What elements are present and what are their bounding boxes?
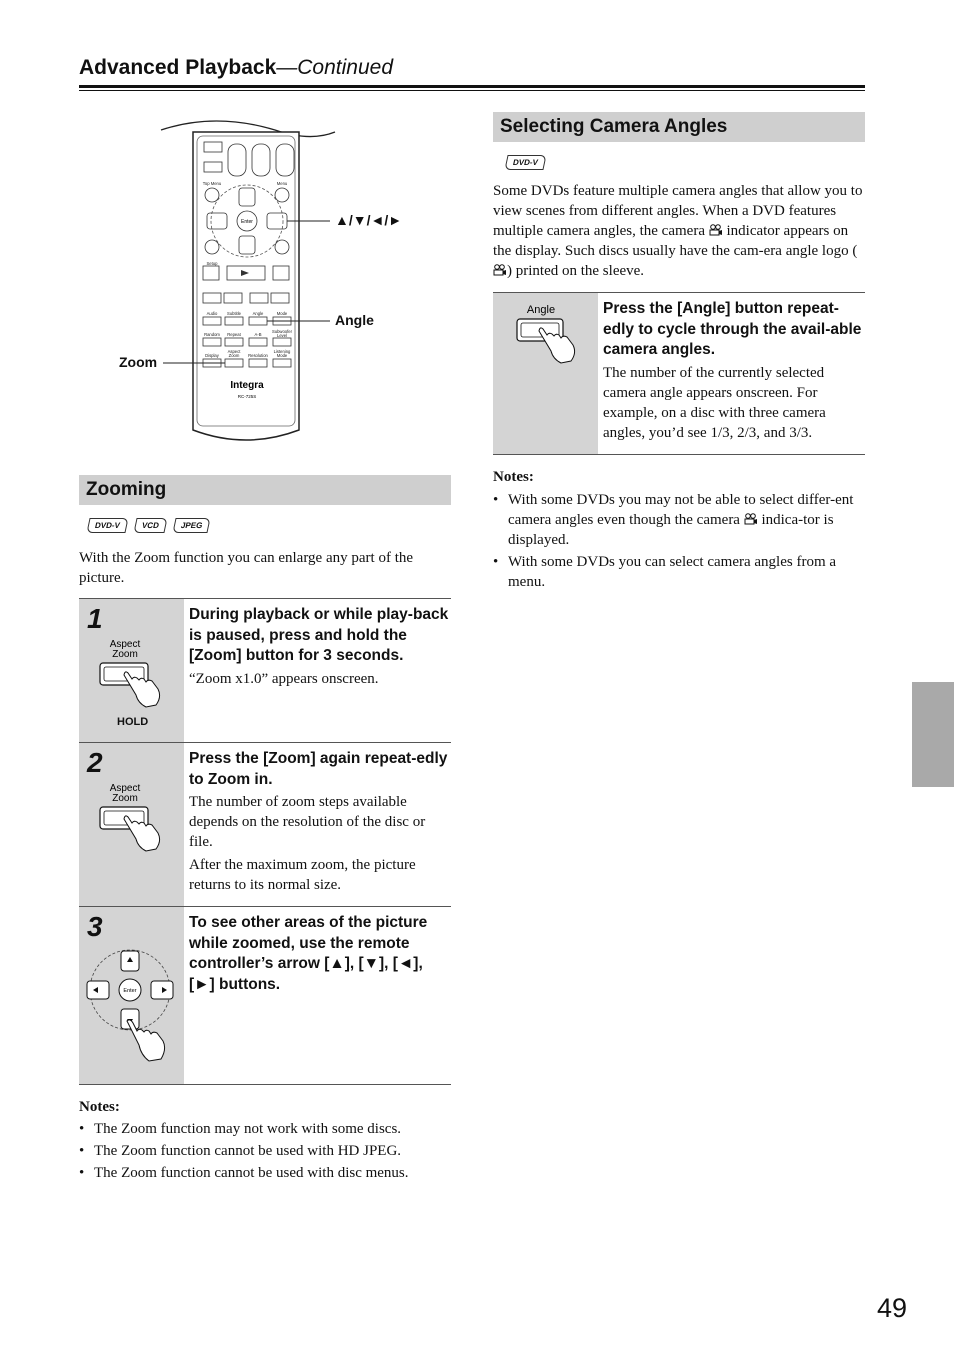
- svg-text:Subtitle: Subtitle: [227, 311, 241, 316]
- angle-button-label: Angle: [526, 304, 556, 316]
- step-number: 2: [87, 747, 103, 778]
- angle-button-hand-icon: [511, 301, 591, 381]
- enter-label: Enter: [123, 988, 137, 994]
- header-rule: [79, 85, 865, 91]
- note-item: • With some DVDs you can select camera angles from a menu.: [493, 552, 865, 592]
- header-title-italic: —Continued: [276, 56, 394, 79]
- step-2-illustration-panel: [79, 743, 184, 906]
- svg-text:Enter: Enter: [241, 219, 253, 225]
- svg-text:Setup: Setup: [206, 261, 218, 266]
- zooming-notes: [79, 1119, 451, 1185]
- svg-text:Top Menu: Top Menu: [202, 181, 222, 186]
- step-3-text: [189, 913, 451, 995]
- svg-text:Audio: Audio: [206, 311, 218, 316]
- svg-text:Integra: Integra: [230, 380, 264, 391]
- step-heading: Press the [Angle] button repeat-edly to cycle through the avail-able camera angles.: [603, 300, 862, 358]
- zoom-button-hand-icon: [94, 779, 174, 859]
- svg-text:Aspect: Aspect: [109, 639, 141, 650]
- camera-angle-logo-icon: [493, 264, 507, 276]
- angles-intro: [493, 181, 865, 281]
- disc-logo-vcd: VCD: [133, 518, 167, 533]
- intro-text-part: indicator appears on the display. Such discs usually have the cam-era angle logo (: [493, 223, 858, 259]
- angle-step: [493, 292, 865, 455]
- angles-notes-title: Notes:: [493, 469, 534, 485]
- step-body: The number of the currently selected camera angle appears onscreen. For example, on a disc with three camera angles, you’d see 1/3, 2/3, and 3/3.: [603, 364, 826, 441]
- note-item: • The Zoom function may not work with some discs.: [79, 1119, 451, 1139]
- intro-text-part: Some DVDs feature multiple camera angles that allow you to view scenes from different angles. When a DVD features multiple camera angles, the camera: [493, 183, 863, 239]
- header-title-bold: Advanced Playback: [79, 56, 277, 79]
- svg-text:Random: Random: [204, 332, 220, 337]
- zooming-section-title: Zooming: [79, 475, 451, 505]
- callout-arrows: ▲/▼/◄/►: [335, 212, 403, 228]
- dpad-hand-icon: [83, 947, 181, 1077]
- page-number: 49: [877, 1293, 908, 1323]
- step-3-illustration-panel: [79, 907, 184, 1084]
- step-heading: During playback or while play-back is paused, press and hold the [Zoom] button for 3 seconds.: [189, 606, 449, 664]
- disc-logo-dvdv: DVD-V: [86, 518, 128, 533]
- step-number: 1: [87, 603, 103, 634]
- step-1-illustration-panel: [79, 599, 184, 742]
- svg-text:Display: Display: [205, 353, 219, 358]
- svg-text:Zoom: Zoom: [112, 793, 138, 804]
- callout-zoom: Zoom: [119, 354, 158, 370]
- step-1-text: [189, 605, 451, 689]
- svg-text:Resolution: Resolution: [248, 353, 268, 358]
- camera-angle-icon: [744, 513, 758, 525]
- step-body: “Zoom x1.0” appears onscreen.: [189, 670, 379, 687]
- remote-illustration: [115, 120, 415, 445]
- zoom-button-hand-icon: [94, 635, 174, 715]
- svg-text:Aspect: Aspect: [227, 349, 241, 354]
- zooming-disc-logos: [88, 515, 213, 533]
- note-item: • The Zoom function cannot be used with HD JPEG.: [79, 1141, 451, 1161]
- intro-text-part: ) printed on the sleeve.: [507, 263, 645, 279]
- svg-text:Angle: Angle: [252, 311, 264, 316]
- svg-text:Zoom: Zoom: [112, 649, 138, 660]
- svg-text:A-B: A-B: [254, 332, 262, 337]
- step-heading: Press the [Zoom] again repeat-edly to Zoom in.: [189, 750, 448, 788]
- svg-text:Zoom: Zoom: [228, 353, 240, 358]
- angle-step-text: [603, 299, 865, 443]
- camera-angle-icon: [709, 224, 723, 236]
- svg-text:Repeat: Repeat: [227, 332, 241, 337]
- disc-logo-jpeg: JPEG: [172, 518, 211, 533]
- page-header-title: [79, 56, 393, 80]
- note-item: [493, 490, 865, 550]
- svg-text:Level: Level: [276, 333, 288, 338]
- callout-angle: Angle: [335, 312, 374, 328]
- zoom-step-1: [79, 598, 451, 742]
- hold-label: HOLD: [117, 716, 149, 728]
- zooming-notes-title: Notes:: [79, 1099, 120, 1115]
- zoom-step-2: [79, 742, 451, 906]
- note-text-part: With some DVDs you may not be able to select differ-ent camera angles even though the camera: [508, 492, 854, 528]
- angles-section-title: Selecting Camera Angles: [493, 112, 865, 142]
- step-body: The number of zoom steps available depends on the resolution of the disc or file.: [189, 794, 426, 850]
- svg-text:RC-725S: RC-725S: [237, 394, 257, 399]
- angles-notes: [493, 490, 865, 594]
- step-body: After the maximum zoom, the picture returns to its normal size.: [189, 857, 416, 893]
- step-heading: To see other areas of the picture while zoomed, use the remote controller’s arrow [▲], [▼], [◄], [►] buttons.: [189, 914, 428, 993]
- angle-illustration-panel: [493, 293, 598, 454]
- svg-text:Menu: Menu: [276, 181, 288, 186]
- note-text-part: indica-tor is displayed.: [508, 512, 834, 548]
- step-2-text: [189, 749, 451, 895]
- zoom-step-3: [79, 906, 451, 1085]
- svg-text:Subwoofer: Subwoofer: [271, 329, 293, 334]
- disc-logo-dvdv: DVD-V: [504, 155, 546, 170]
- svg-text:Mode: Mode: [276, 311, 288, 316]
- svg-text:Listening: Listening: [273, 349, 291, 354]
- zooming-intro: With the Zoom function you can enlarge any part of the picture.: [79, 550, 414, 586]
- side-thumb-tab: [912, 682, 954, 787]
- svg-text:Mode: Mode: [276, 353, 288, 358]
- svg-text:Aspect: Aspect: [109, 783, 141, 794]
- step-number: 3: [87, 911, 103, 942]
- angles-disc-logos: [506, 152, 549, 170]
- note-item: • The Zoom function cannot be used with disc menus.: [79, 1163, 451, 1183]
